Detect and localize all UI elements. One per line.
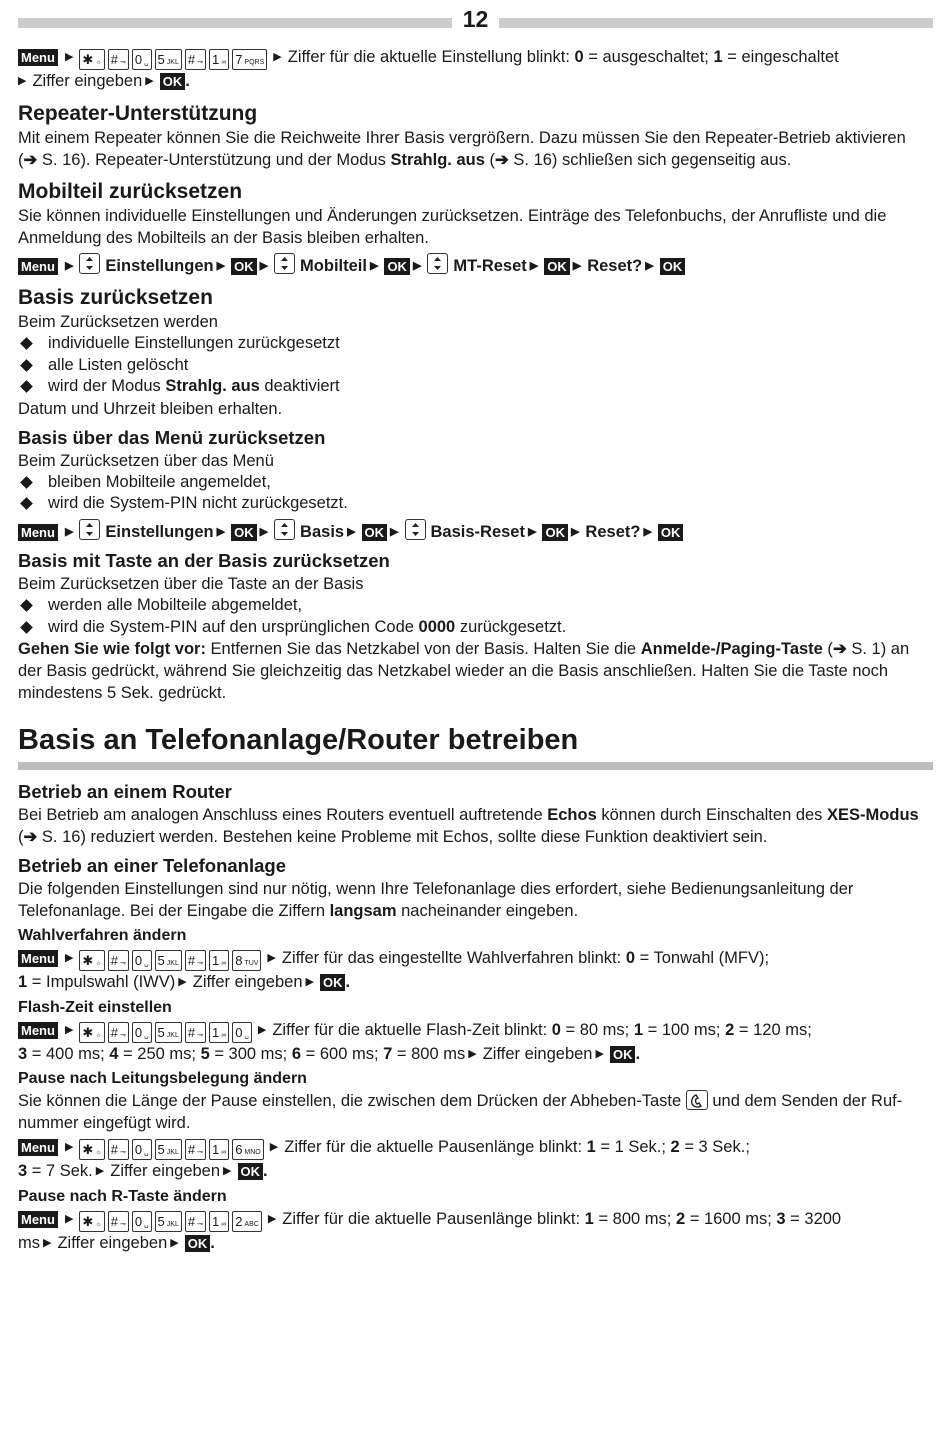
step-arrow-icon: ▶ [64,1141,74,1153]
nav-key-icon [274,519,295,540]
zero-key-icon: 0 ␣ [132,1139,152,1160]
five-key-icon: 5 JKL [155,1139,182,1160]
section-title-basis-reset: Basis zurücksetzen [18,286,213,309]
basis-taste-reset-list [18,595,933,638]
basis-reset-outro: Datum und Uhrzeit bleiben erhalten. [18,399,283,418]
mobilteil-reset-paragraph: Sie können individuelle Einstellungen und Änderungen zurücksetzen. Einträge des Telefonbuchs, der Anrufliste und die Anmeldung des Mobilteils an der Basis bleiben erhalten. [18,206,887,247]
ok-key-icon: OK [384,258,410,275]
hash-key-icon: # ⊸ [108,49,129,70]
subsection-title-wahlverfahren: Wahlverfahren ändern [18,927,187,944]
step-arrow-icon: ▶ [178,976,187,988]
step-arrow-icon: ▶ [64,259,74,272]
step-arrow-icon: ▶ [170,1236,179,1249]
ok-key-icon: OK [660,258,686,275]
basis-taste-reset-intro: Beim Zurücksetzen über die Taste an der Basis [18,575,364,593]
subsection-title-pause-leitung: Pause nach Leitungsbelegung ändern [18,1070,307,1087]
section-title-repeater: Repeater-Unterstützung [18,101,258,125]
ok-key-icon: OK [320,974,346,991]
step-arrow-icon: ▶ [645,259,654,272]
step-arrow-icon: ▶ [95,1165,105,1177]
zero-key-icon: 0 ␣ [132,950,152,971]
basis-taste-reset-instructions: Gehen Sie wie folgt vor: Entfernen Sie das Netzkabel von der Basis. Halten Sie die Anmelde-/Paging-Taste (➔ S. 1) an der Basis gedrückt, während Sie gleichzeitig das Netzkabel wieder an die Basis anschließen. Halten Sie die Taste noch mindestens 5 Sek. gedrückt. [18,640,910,702]
ok-key-icon: OK [542,524,568,541]
page-header [18,0,933,36]
hash-key-icon: # ⊸ [108,1022,129,1043]
flash-sequence: Menu ▶ ✱ ☼ # ⊸ 0 ␣ 5 JKL # ⊸ 1 ∞ 0 ␣ ▶ Ziffer für die aktuelle Flash-Zeit blinkt: 0 = 80 ms; 1 = 100 ms; 2 = 120 ms; 3 = 400 ms; 4 = 250 ms; 5 = 300 ms; 6 = 600 ms; 7 = 800 ms ▶ Ziffer eingeben ▶ OK . [18,1019,933,1066]
hash-key-icon: # ⊸ [185,49,206,70]
menu-key-icon: Menu [18,258,58,275]
intro-sequence: Menu ▶ ✱ ☼ # ⊸ 0 ␣ 5 JKL # ⊸ 1 ∞ 7 PQRS ▶ Ziffer für die aktuelle Einstellung blinkt: 0 = ausgeschaltet; 1 = eingeschaltet ▶ Ziffer eingeben ▶ OK . [18,46,933,93]
hash-key-icon: # ⊸ [185,1211,206,1232]
ref-arrow-icon: ➔ [832,640,847,658]
ref-arrow-icon: ➔ [23,150,38,169]
step-arrow-icon: ▶ [216,259,226,272]
menu-key-icon: Menu [18,49,58,66]
basis-menu-reset-intro: Beim Zurücksetzen über das Menü [18,451,274,470]
menu-key-icon: Menu [18,524,58,541]
step-arrow-icon: ▶ [18,75,27,87]
hash-key-icon: # ⊸ [185,1022,206,1043]
ok-key-icon: OK [231,258,257,275]
basis-reset-intro: Beim Zurücksetzen werden [18,313,218,331]
subsection-title-flash: Flash-Zeit einstellen [18,998,172,1016]
step-arrow-icon: ▶ [643,525,652,538]
step-arrow-icon: ▶ [145,75,154,87]
list-item: werden alle Mobilteile abgemeldet, [18,595,933,617]
section-title-telefonanlage: Betrieb an einer Telefonanlage [18,855,286,876]
step-arrow-icon: ▶ [595,1047,604,1060]
star-key-icon: ✱ ☼ [79,1211,104,1232]
list-item: wird der Modus Strahlg. aus deaktiviert [18,376,933,398]
list-item: wird die System-PIN auf den ursprünglichen Code 0000 zurückgesetzt. [18,617,933,639]
header-bar-right [499,18,933,28]
nav-key-icon [427,253,448,274]
step-arrow-icon: ▶ [64,952,74,964]
star-key-icon: ✱ ☼ [79,1139,104,1160]
router-paragraph: Bei Betrieb am analogen Anschluss eines Routers eventuell auftretende Echos können durch Einschalten des XES-Modus (➔ S. 16) reduziert werden. Bestehen keine Probleme mit Echos, sollte diese Funktion deaktiviert sein. [18,806,919,846]
eight-key-icon: 8 TUV [232,950,261,971]
step-arrow-icon: ▶ [468,1047,477,1060]
star-key-icon: ✱ ☼ [79,950,104,971]
nav-key-icon [274,253,295,274]
two-key-icon: 2 ABC [232,1211,262,1232]
ok-key-icon: OK [362,524,388,541]
telefonanlage-paragraph: Die folgenden Einstellungen sind nur nötig, wenn Ihre Telefonanlage dies erfordert, siehe Bedienungsanleitung der Telefonanlage. Bei der Eingabe die Ziffern langsam nacheinander eingeben. [18,880,854,920]
subsection-title-pause-r: Pause nach R-Taste ändern [18,1187,227,1205]
chapter-title: Basis an Telefonanlage/Router betreiben [18,724,579,756]
step-arrow-icon: ▶ [305,976,314,988]
step-arrow-icon: ▶ [369,259,379,272]
step-arrow-icon: ▶ [267,1212,277,1225]
section-title-mobilteil-reset: Mobilteil zurücksetzen [18,179,243,203]
section-title-basis-taste-reset: Basis mit Taste an der Basis zurücksetzen [18,550,390,571]
zero-key-icon: 0 ␣ [132,1211,152,1232]
ok-key-icon: OK [185,1235,211,1252]
pause-leitung-paragraph: Sie können die Länge der Pause einstellen, die zwischen dem Drücken der Abheben-Taste und dem Senden der Ruf- nummer eingefügt wird. [18,1092,903,1132]
hash-key-icon: # ⊸ [108,950,129,971]
step-arrow-icon: ▶ [269,1141,279,1153]
five-key-icon: 5 JKL [155,1022,182,1043]
zero-key-icon: 0 ␣ [132,1022,152,1043]
step-arrow-icon: ▶ [43,1236,52,1249]
nav-key-icon [79,519,100,540]
chapter-divider [18,762,933,770]
basis-menu-reset-list [18,472,933,515]
ref-arrow-icon: ➔ [494,150,509,169]
step-arrow-icon: ▶ [273,51,282,63]
step-arrow-icon: ▶ [570,525,580,538]
nav-key-icon [79,253,100,274]
step-arrow-icon: ▶ [257,1023,267,1036]
step-arrow-icon: ▶ [267,952,276,964]
hash-key-icon: # ⊸ [108,1211,129,1232]
section-title-router: Betrieb an einem Router [18,781,232,802]
one-key-icon: 1 ∞ [209,49,229,70]
five-key-icon: 5 JKL [155,1211,182,1232]
menu-key-icon: Menu [18,1022,58,1039]
one-key-icon: 1 ∞ [209,1211,229,1232]
ref-arrow-icon: ➔ [23,828,38,846]
basis-menu-reset-sequence: Menu ▶ Einstellungen ▶ OK ▶ Basis ▶ OK ▶ Basis-Reset ▶ OK ▶ Reset? ▶ OK [18,519,933,544]
star-key-icon: ✱ ☼ [79,1022,104,1043]
ok-key-icon: OK [658,524,684,541]
off-hook-key-icon [686,1090,708,1110]
star-key-icon: ✱ ☼ [79,49,104,70]
step-arrow-icon: ▶ [64,525,74,538]
step-arrow-icon: ▶ [64,51,74,63]
ok-key-icon: OK [160,73,186,90]
section-title-basis-menu-reset: Basis über das Menü zurücksetzen [18,426,326,448]
ok-key-icon: OK [610,1046,636,1063]
hash-key-icon: # ⊸ [108,1139,129,1160]
page-number: 12 [462,6,489,32]
wahlverfahren-sequence: Menu ▶ ✱ ☼ # ⊸ 0 ␣ 5 JKL # ⊸ 1 ∞ 8 TUV ▶ Ziffer für das eingestellte Wahlverfahren blinkt: 0 = Tonwahl (MFV); 1 = Impulswahl (IWV) ▶ Ziffer eingeben ▶ OK . [18,947,933,994]
one-key-icon: 1 ∞ [209,1139,229,1160]
step-arrow-icon: ▶ [572,259,582,272]
list-item: individuelle Einstellungen zurückgesetzt [18,333,933,355]
mobilteil-reset-sequence: Menu ▶ Einstellungen ▶ OK ▶ Mobilteil ▶ OK ▶ MT-Reset ▶ OK ▶ Reset? ▶ OK [18,253,933,278]
step-arrow-icon: ▶ [529,259,539,272]
hash-key-icon: # ⊸ [185,950,206,971]
repeater-paragraph: Mit einem Repeater können Sie die Reichweite Ihrer Basis vergrößern. Dazu müssen Sie den Repeater-Betrieb aktivieren (➔ S. 16). Repeater-Unterstützung und der Modus Strahlg. aus (➔ S. 16) schließen sich gegenseitig aus. [18,128,906,169]
pause-leitung-sequence: Menu ▶ ✱ ☼ # ⊸ 0 ␣ 5 JKL # ⊸ 1 ∞ 6 MNO ▶ Ziffer für die aktuelle Pausenlänge blinkt: 1 = 1 Sek.; 2 = 3 Sek.; 3 = 7 Sek. ▶ Ziffer eingeben ▶ OK . [18,1136,933,1183]
menu-key-icon: Menu [18,1139,58,1156]
menu-key-icon: Menu [18,950,58,967]
one-key-icon: 1 ∞ [209,1022,229,1043]
step-arrow-icon: ▶ [412,259,422,272]
list-item: bleiben Mobilteile angemeldet, [18,472,933,494]
basis-reset-list [18,333,933,398]
list-item: wird die System-PIN nicht zurückgesetzt. [18,493,933,515]
five-key-icon: 5 JKL [155,950,182,971]
seven-key-icon: 7 PQRS [232,49,267,70]
step-arrow-icon: ▶ [223,1165,232,1177]
zero-key-icon: 0 ␣ [232,1022,252,1043]
ok-key-icon: OK [544,258,570,275]
five-key-icon: 5 JKL [155,49,182,70]
step-arrow-icon: ▶ [259,259,269,272]
menu-key-icon: Menu [18,1211,58,1228]
step-arrow-icon: ▶ [390,525,399,538]
manual-page [18,0,933,1254]
step-arrow-icon: ▶ [347,525,356,538]
nav-key-icon [405,519,426,540]
step-arrow-icon: ▶ [64,1212,74,1225]
step-arrow-icon: ▶ [527,525,537,538]
hash-key-icon: # ⊸ [185,1139,206,1160]
ok-key-icon: OK [238,1163,264,1180]
header-bar-left [18,18,452,28]
list-item: alle Listen gelöscht [18,355,933,377]
pause-r-sequence: Menu ▶ ✱ ☼ # ⊸ 0 ␣ 5 JKL # ⊸ 1 ∞ 2 ABC ▶ Ziffer für die aktuelle Pausenlänge blinkt: 1 = 800 ms; 2 = 1600 ms; 3 = 3200 ms ▶ Ziffer eingeben ▶ OK . [18,1208,933,1255]
ok-key-icon: OK [231,524,257,541]
six-key-icon: 6 MNO [232,1139,264,1160]
zero-key-icon: 0 ␣ [132,49,152,70]
one-key-icon: 1 ∞ [209,950,229,971]
step-arrow-icon: ▶ [64,1023,74,1036]
step-arrow-icon: ▶ [216,525,226,538]
step-arrow-icon: ▶ [259,525,269,538]
